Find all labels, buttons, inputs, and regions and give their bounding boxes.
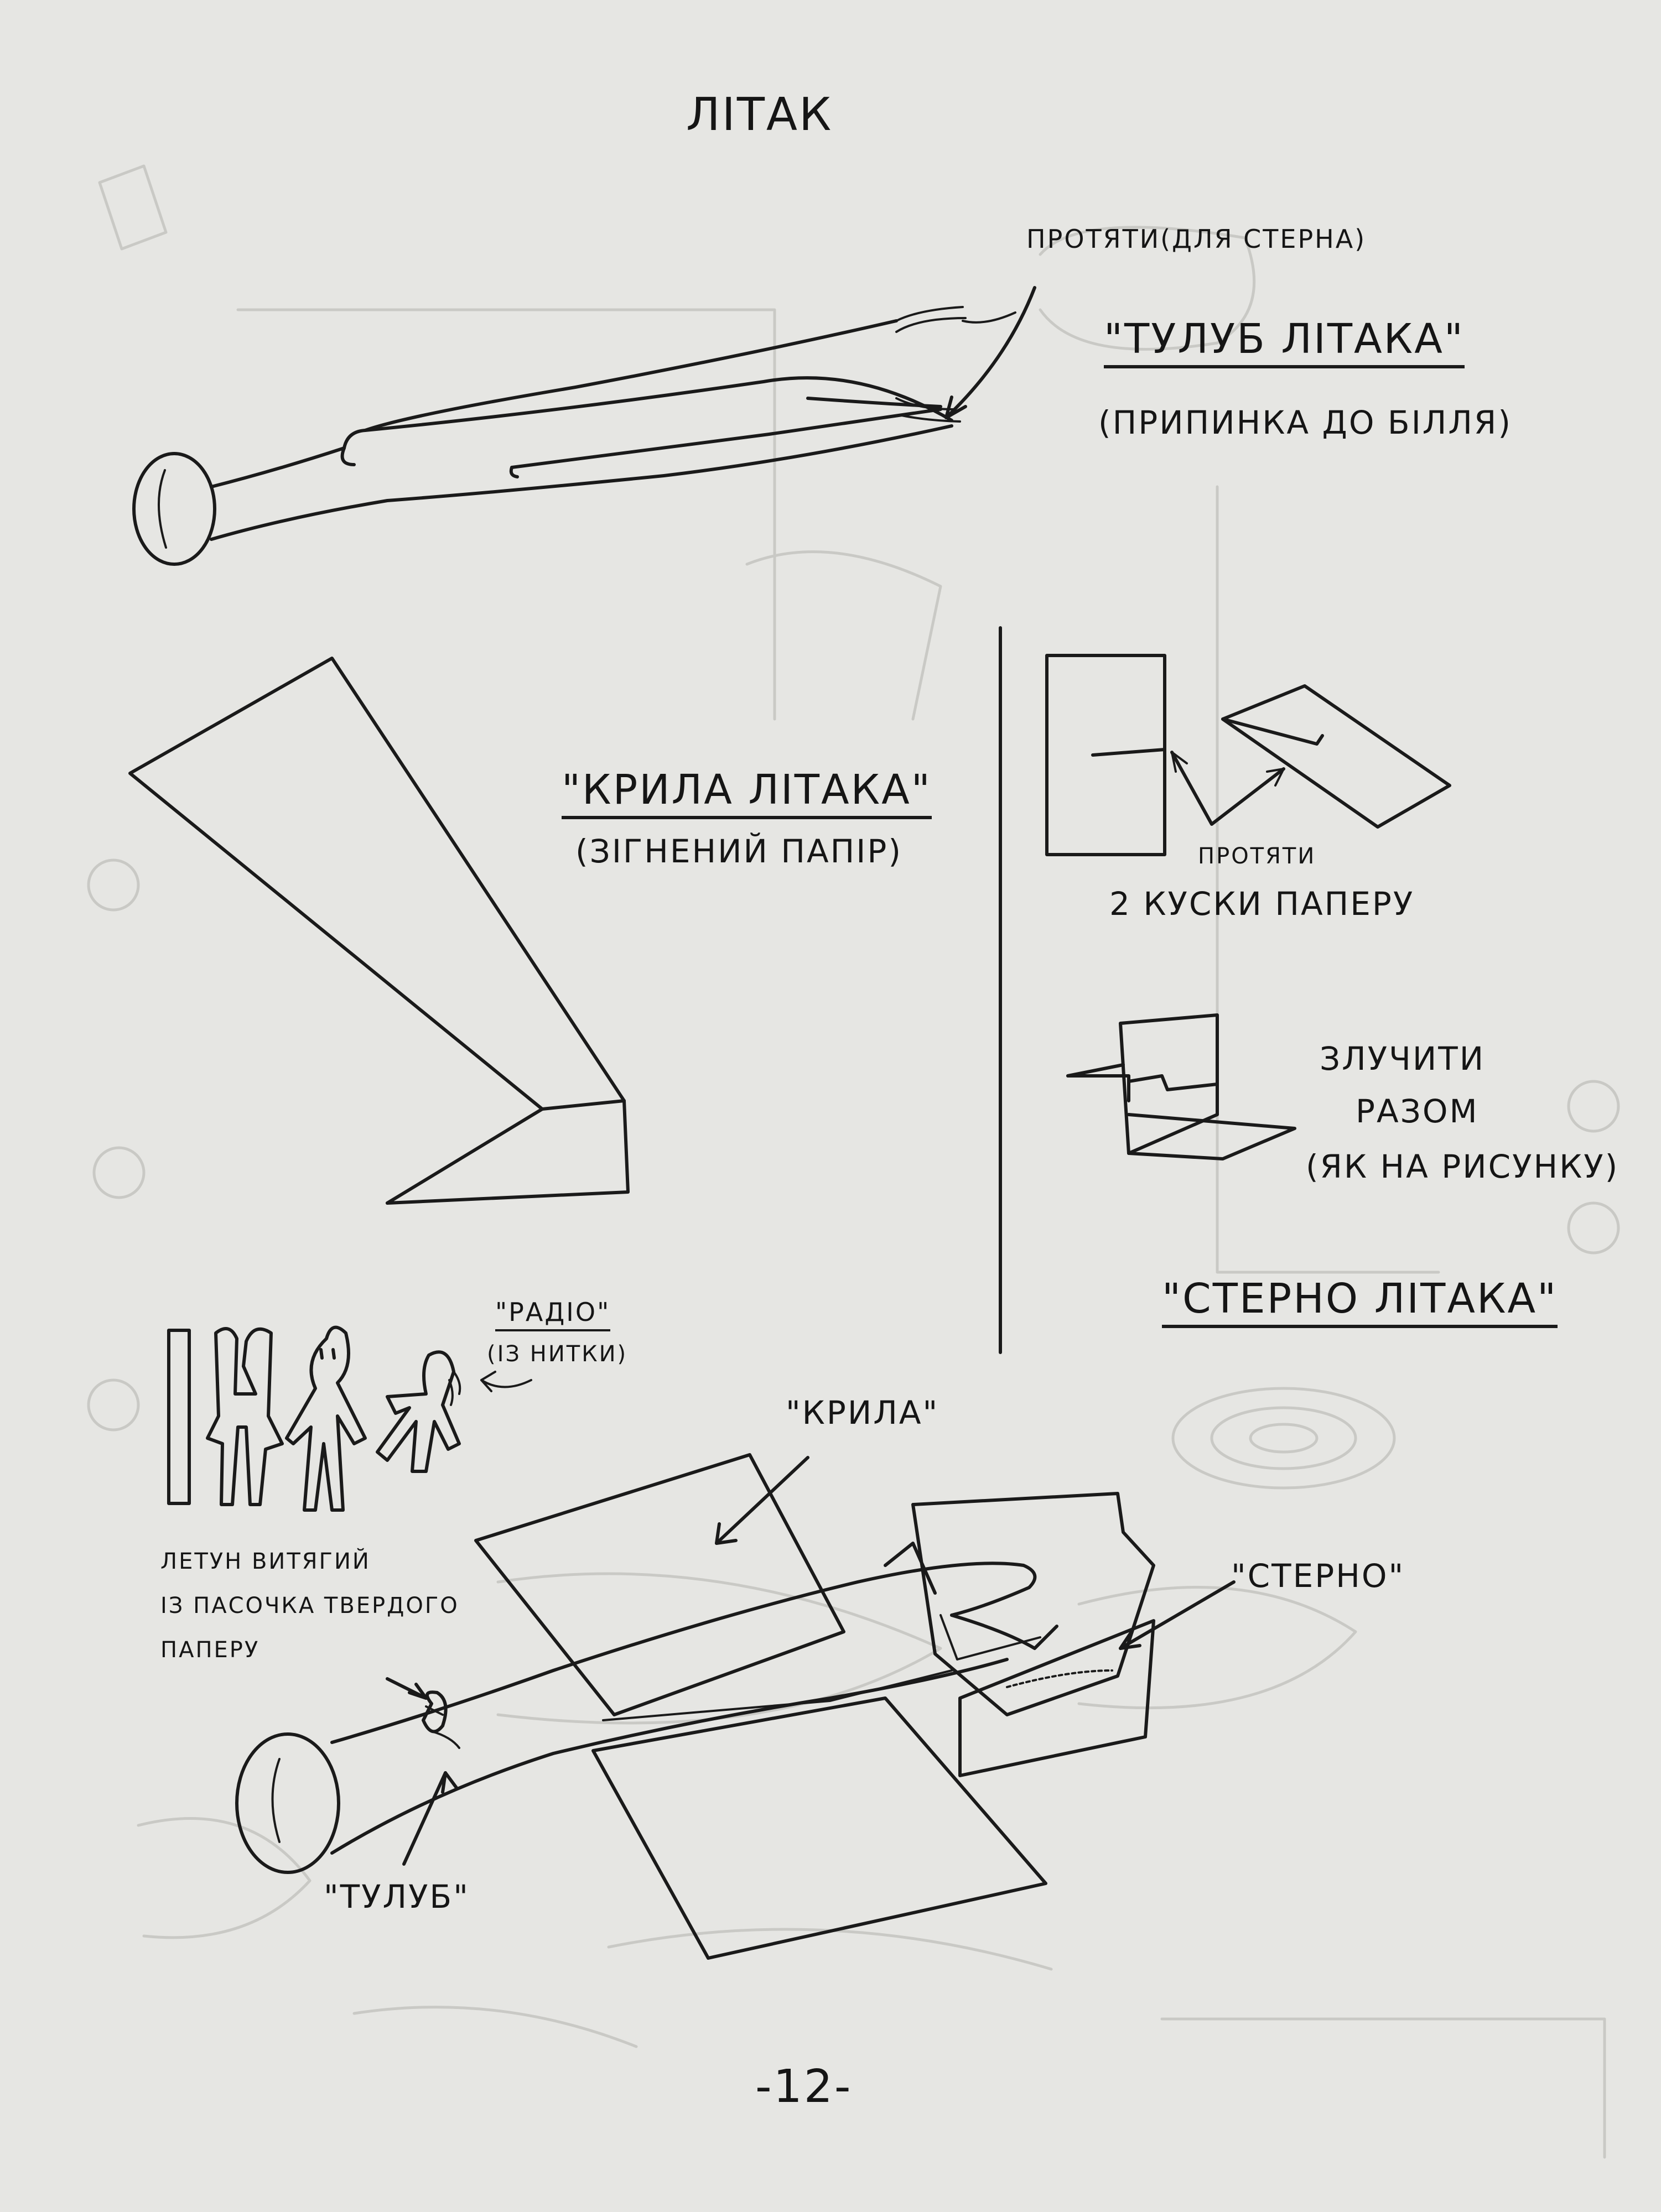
- assembled-rudder-label: "СТЕРНО": [1231, 1557, 1405, 1595]
- rudder-pieces-note: 2 КУСКИ ПАПЕРУ: [1109, 885, 1415, 923]
- page-number: -12-: [755, 2060, 853, 2113]
- join-line-1: ЗЛУЧИТИ: [1320, 1040, 1486, 1078]
- assembled-body-label: "ТУЛУБ": [324, 1878, 470, 1916]
- rudder-cut-note: ПРОТЯТИ: [1198, 844, 1316, 869]
- fuselage-label: "ТУЛУБ ЛІТАКА": [1104, 315, 1465, 368]
- rudder-label: "СТЕРНО ЛІТАКА": [1162, 1275, 1558, 1328]
- join-line-3: (ЯК НА РИСУНКУ): [1306, 1148, 1620, 1185]
- radio-sub: (ІЗ НИТКИ): [487, 1341, 628, 1367]
- clothespin-drawing: [134, 307, 966, 564]
- rudder-pieces-drawing: [1047, 655, 1450, 855]
- wings-sub: (ЗІГНЕНИЙ ПАПІР): [575, 832, 902, 870]
- pilot-line-2: ІЗ ПАСОЧКА ТВЕРДОГО: [160, 1593, 459, 1618]
- joined-rudder-drawing: [1068, 1015, 1295, 1159]
- page-title: ЛІТАК: [686, 89, 833, 141]
- wings-label: "КРИЛА ЛІТАКА": [562, 766, 932, 819]
- cut-note: ПРОТЯТИ(ДЛЯ СТЕРНА): [1026, 224, 1367, 254]
- pilot-line-3: ПАПЕРУ: [160, 1637, 260, 1663]
- fuselage-sub: (ПРИПИНКА ДО БІЛЛЯ): [1098, 404, 1512, 441]
- assembled-wings-label: "КРИЛА": [786, 1394, 939, 1432]
- join-line-2: РАЗОМ: [1356, 1092, 1479, 1130]
- wings-paper-drawing: [130, 658, 628, 1203]
- pilot-line-1: ЛЕТУН ВИТЯГИЙ: [160, 1549, 371, 1574]
- assembled-arrows: [387, 1458, 1234, 1864]
- radio-label: "РАДІО": [495, 1297, 610, 1331]
- pilot-figures-drawing: [169, 1328, 531, 1510]
